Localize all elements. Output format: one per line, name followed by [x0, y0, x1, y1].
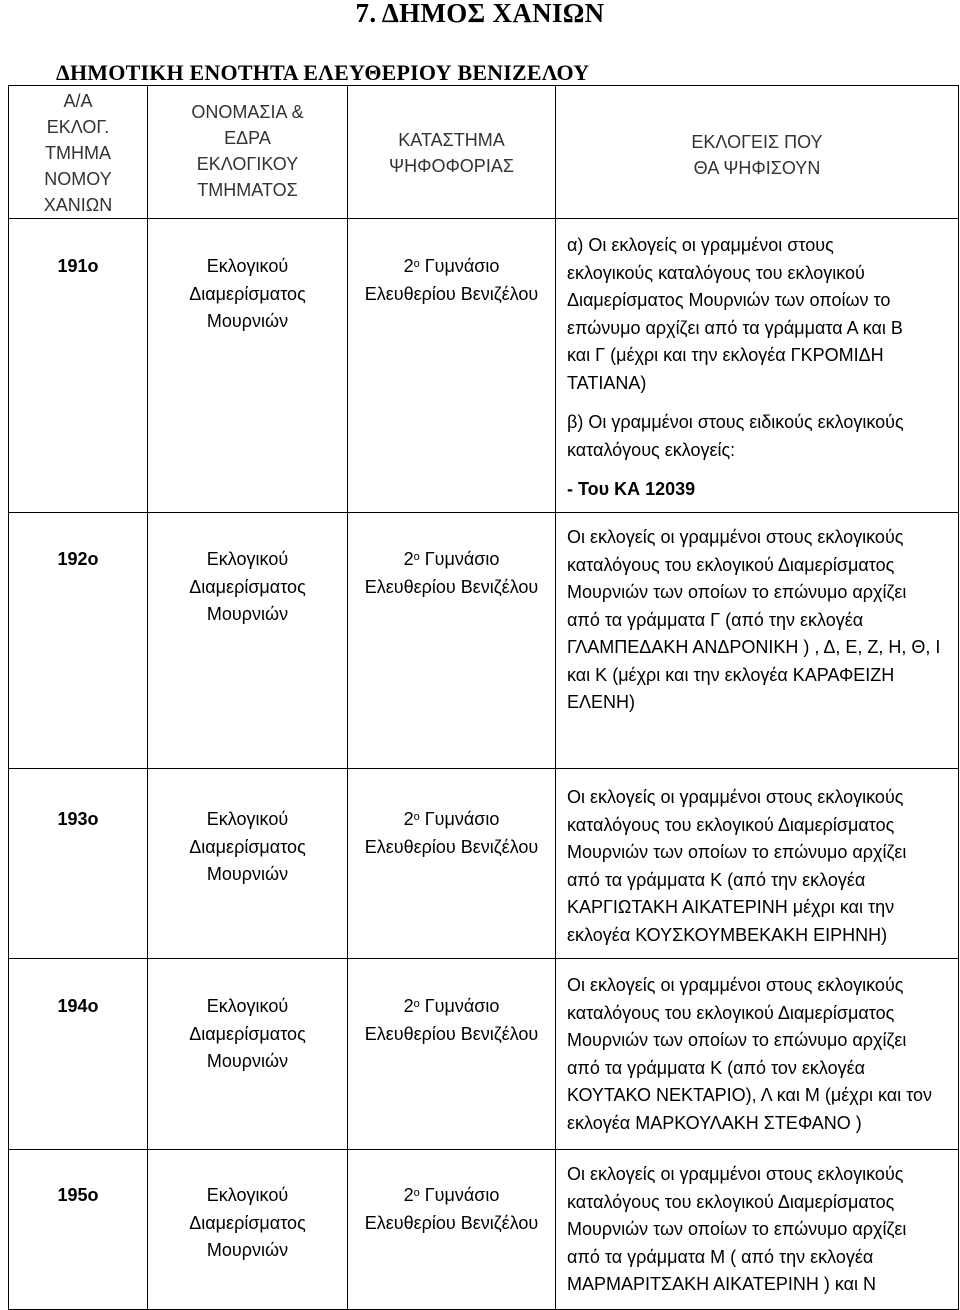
- desc-line: - Του ΚΑ 12039: [567, 479, 696, 499]
- name-line: Διαμερίσματος: [189, 576, 306, 597]
- desc-line: Μουρνιών των οποίων το επώνυμο αρχίζει: [567, 1219, 907, 1239]
- voters-description: [556, 959, 959, 1150]
- venue-ordinal: ο: [413, 258, 420, 270]
- name-line: Εκλογικού: [206, 1185, 289, 1205]
- desc-line: α) Οι εκλογείς οι γραμμένοι στους: [567, 235, 834, 255]
- desc-line: ΓΛΑΜΠΕΔΑΚΗ ΑΝΔΡΟΝΙΚΗ ) , Δ, Ε, Ζ, Η, Θ, Ι: [567, 637, 941, 657]
- header-line: ΤΜΗΜΑ: [45, 143, 111, 163]
- desc-line: Μουρνιών των οποίων το επώνυμο αρχίζει: [567, 842, 907, 862]
- header-line: ΚΑΤΑΣΤΗΜΑ: [398, 130, 505, 150]
- table-row: [9, 1150, 959, 1310]
- name-line: Μουρνιών: [206, 1051, 289, 1071]
- header-line: ΧΑΝΙΩΝ: [43, 195, 113, 215]
- section-number: 195ο: [9, 1150, 148, 1310]
- venue-number: 2: [403, 809, 414, 829]
- header-line: ΨΗΦΟΦΟΡΙΑΣ: [389, 156, 514, 176]
- section-number: 194ο: [9, 959, 148, 1150]
- desc-line: ΜΑΡΜΑΡΙΤΣΑΚΗ ΑΙΚΑΤΕΡΙΝΗ ) και Ν: [567, 1274, 877, 1294]
- section-name: [148, 769, 348, 959]
- section-name: [148, 219, 348, 513]
- desc-line: Οι εκλογείς οι γραμμένοι στους εκλογικούς: [567, 975, 904, 995]
- table-row: [9, 769, 959, 959]
- name-line: Μουρνιών: [206, 604, 289, 624]
- desc-line: ΕΛΕΝΗ): [567, 692, 636, 712]
- polling-venue: [348, 219, 556, 513]
- venue-ordinal: ο: [413, 1187, 420, 1199]
- header-line: ΕΚΛΟΓΕΙΣ ΠΟΥ: [691, 132, 823, 152]
- polling-venue: [348, 513, 556, 769]
- desc-line: καταλόγους εκλογείς:: [567, 439, 736, 460]
- section-number: 191ο: [9, 219, 148, 513]
- section-name: [148, 959, 348, 1150]
- venue-line: Ελευθερίου Βενιζέλου: [364, 576, 539, 597]
- desc-line: από τα γράμματα Κ (από τον εκλογέα: [567, 1057, 866, 1078]
- document-title: 7. ΔΗΜΟΣ ΧΑΝΙΩΝ: [355, 0, 605, 28]
- name-line: Εκλογικού: [206, 996, 289, 1016]
- polling-venue: [348, 1150, 556, 1310]
- voters-description: [556, 769, 959, 959]
- name-line: Διαμερίσματος: [189, 1023, 306, 1044]
- venue-number: 2: [403, 549, 414, 569]
- venue-line: Ελευθερίου Βενιζέλου: [364, 283, 539, 304]
- section-name: [148, 1150, 348, 1310]
- header-section-name: [148, 86, 348, 219]
- venue-line: [348, 1182, 555, 1210]
- venue-ordinal: ο: [413, 551, 420, 563]
- header-line: ΤΜΗΜΑΤΟΣ: [197, 180, 298, 200]
- section-number: 192ο: [9, 513, 148, 769]
- desc-line: καταλόγους του εκλογικού Διαμερίσματος: [567, 1002, 895, 1023]
- venue-type: Γυμνάσιο: [424, 996, 500, 1016]
- desc-line: καταλόγους του εκλογικού Διαμερίσματος: [567, 1191, 895, 1212]
- venue-ordinal: ο: [413, 811, 420, 823]
- header-serial-number: [9, 86, 148, 219]
- name-line: Εκλογικού: [206, 549, 289, 569]
- voters-description: [556, 219, 959, 513]
- name-line: Μουρνιών: [206, 311, 289, 331]
- table-header-row: [9, 86, 959, 219]
- desc-line: Οι εκλογείς οι γραμμένοι στους εκλογικούς: [567, 1164, 904, 1184]
- desc-line: εκλογικούς καταλόγους του εκλογικού: [567, 262, 865, 283]
- venue-number: 2: [403, 996, 414, 1016]
- desc-line: Διαμερίσματος Μουρνιών των οποίων το: [567, 290, 891, 310]
- header-line: ΕΚΛΟΓ.: [46, 117, 110, 137]
- desc-line: ΚΟΥΤΑΚΟ ΝΕΚΤΑΡΙΟ), Λ και Μ (μέχρι και τον: [567, 1085, 933, 1105]
- desc-line: Οι εκλογείς οι γραμμένοι στους εκλογικούς: [567, 527, 904, 547]
- voters-description: [556, 1150, 959, 1310]
- desc-line: από τα γράμματα Μ ( από την εκλογέα: [567, 1246, 874, 1267]
- header-line: ΝΟΜΟΥ: [44, 169, 112, 189]
- venue-line: [348, 993, 555, 1021]
- venue-type: Γυμνάσιο: [424, 809, 500, 829]
- desc-line: ΤΑΤΙΑΝΑ): [567, 372, 647, 393]
- name-line: Διαμερίσματος: [189, 836, 306, 857]
- desc-line: καταλόγους του εκλογικού Διαμερίσματος: [567, 814, 895, 835]
- venue-number: 2: [403, 1185, 414, 1205]
- polling-stations-table: [8, 85, 959, 1310]
- desc-line: από τα γράμματα Γ (από την εκλογέα: [567, 609, 864, 630]
- venue-ordinal: ο: [413, 998, 420, 1010]
- venue-line: [348, 253, 555, 281]
- section-name: [148, 513, 348, 769]
- table-row: [9, 959, 959, 1150]
- venue-type: Γυμνάσιο: [424, 1185, 500, 1205]
- header-line: ΕΚΛΟΓΙΚΟΥ: [196, 154, 299, 174]
- desc-line: εκλογέα ΜΑΡΚΟΥΛΑΚΗ ΣΤΕΦΑΝΟ ): [567, 1112, 862, 1133]
- desc-line: εκλογέα ΚΟΥΣΚΟΥΜΒΕΚΑΚΗ ΕΙΡΗΝΗ): [567, 924, 888, 945]
- header-line: ΕΔΡΑ: [224, 128, 271, 148]
- name-line: Μουρνιών: [206, 1240, 289, 1260]
- document-subtitle: ΔΗΜΟΤΙΚΗ ΕΝΟΤΗΤΑ ΕΛΕΥΘΕΡΙΟΥ ΒΕΝΙΖΕΛΟΥ: [56, 60, 590, 85]
- name-line: Διαμερίσματος: [189, 1212, 306, 1233]
- name-line: Διαμερίσματος: [189, 283, 306, 304]
- venue-line: Ελευθερίου Βενιζέλου: [364, 836, 539, 857]
- polling-venue: [348, 959, 556, 1150]
- venue-line: [348, 806, 555, 834]
- header-voters: [556, 86, 959, 219]
- desc-line: β) Οι γραμμένοι στους ειδικούς εκλογικούς: [567, 412, 904, 432]
- venue-line: Ελευθερίου Βενιζέλου: [364, 1023, 539, 1044]
- name-line: Εκλογικού: [206, 809, 289, 829]
- venue-line: [348, 546, 555, 574]
- venue-number: 2: [403, 256, 414, 276]
- desc-line: καταλόγους του εκλογικού Διαμερίσματος: [567, 554, 895, 575]
- header-polling-venue: [348, 86, 556, 219]
- name-line: Εκλογικού: [206, 256, 289, 276]
- voters-description: [556, 513, 959, 769]
- desc-line: Μουρνιών των οποίων το επώνυμο αρχίζει: [567, 582, 907, 602]
- table-row: [9, 513, 959, 769]
- section-number: 193ο: [9, 769, 148, 959]
- table-row: [9, 219, 959, 513]
- name-line: Μουρνιών: [206, 864, 289, 884]
- desc-line: Οι εκλογείς οι γραμμένοι στους εκλογικούς: [567, 787, 904, 807]
- desc-line: ΚΑΡΓΙΩΤΑΚΗ ΑΙΚΑΤΕΡΙΝΗ μέχρι και την: [567, 897, 895, 917]
- desc-line: από τα γράμματα Κ (από την εκλογέα: [567, 869, 866, 890]
- venue-line: Ελευθερίου Βενιζέλου: [364, 1212, 539, 1233]
- header-line: ΟΝΟΜΑΣΙΑ &: [191, 102, 304, 122]
- header-line: ΘΑ ΨΗΦΙΣΟΥΝ: [693, 158, 821, 178]
- polling-venue: [348, 769, 556, 959]
- desc-line: και Γ (μέχρι και την εκλογέα ΓΚΡΟΜΙΔΗ: [567, 345, 884, 365]
- desc-line: επώνυμο αρχίζει από τα γράμματα Α και Β: [567, 317, 903, 338]
- desc-line: Μουρνιών των οποίων το επώνυμο αρχίζει: [567, 1030, 907, 1050]
- venue-type: Γυμνάσιο: [424, 256, 500, 276]
- desc-line: και Κ (μέχρι και την εκλογέα ΚΑΡΑΦΕΙΖΗ: [567, 664, 895, 685]
- venue-type: Γυμνάσιο: [424, 549, 500, 569]
- header-line: Α/Α: [63, 91, 93, 111]
